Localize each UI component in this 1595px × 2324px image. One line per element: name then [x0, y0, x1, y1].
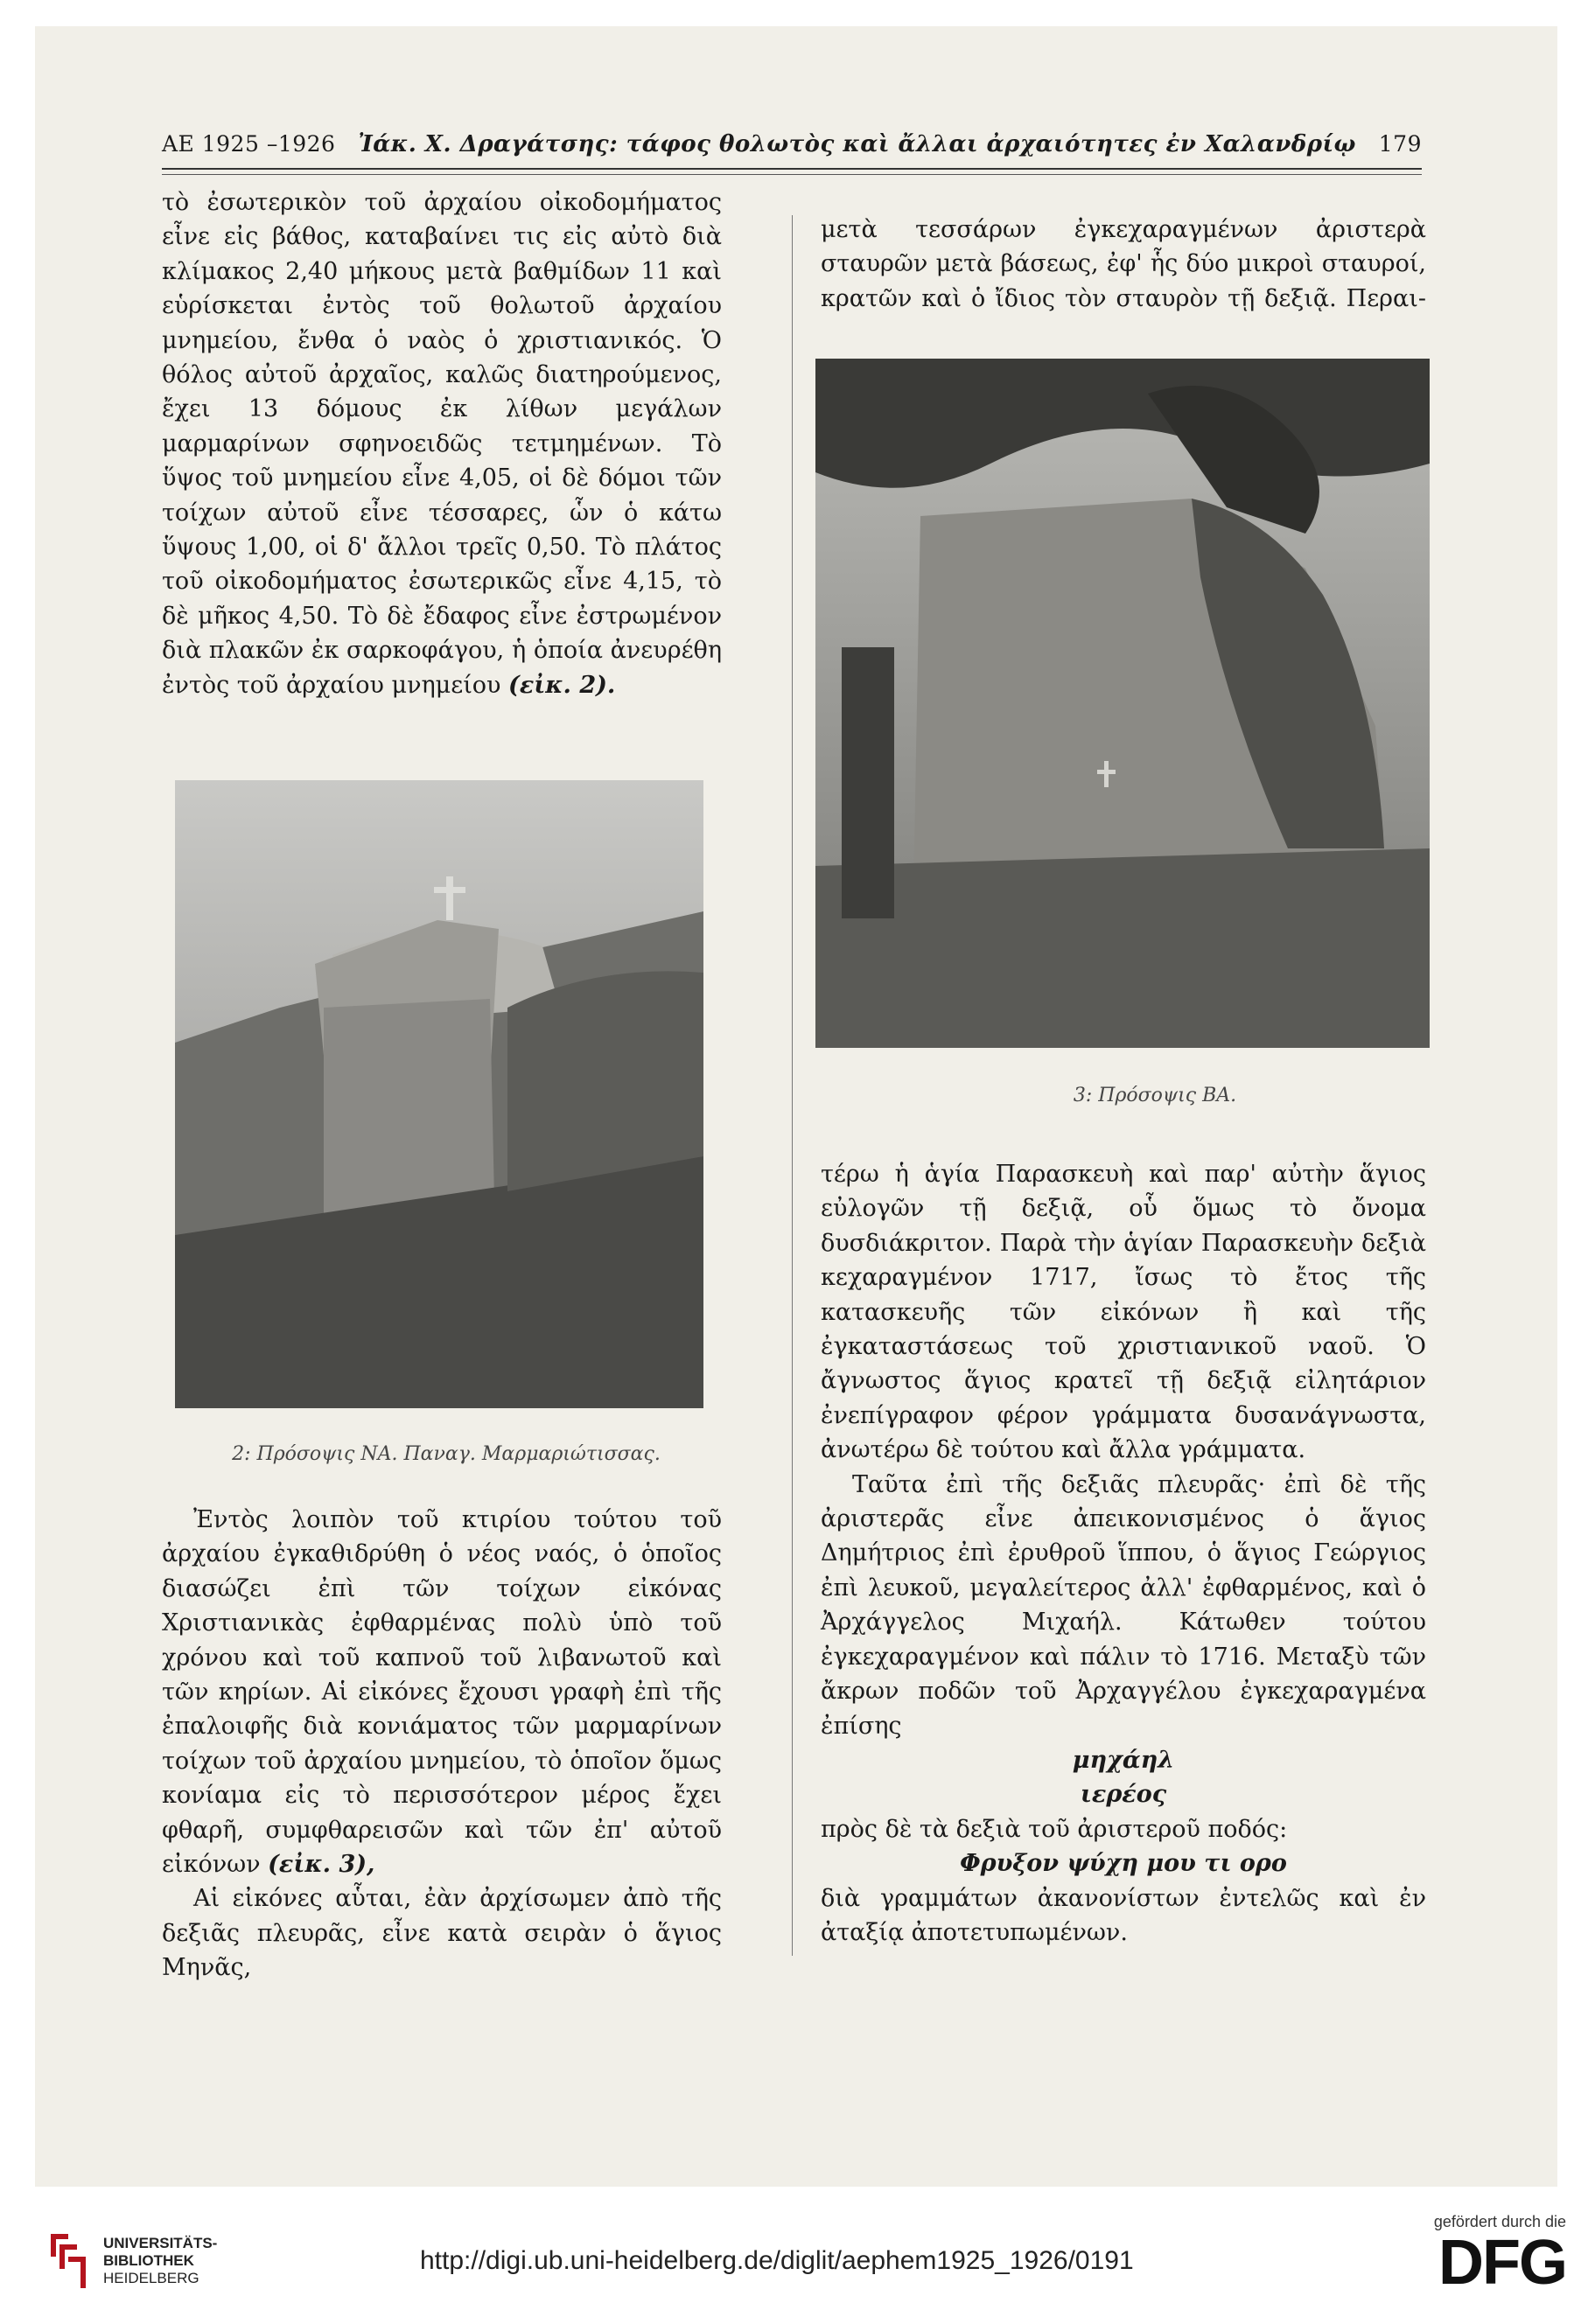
right-column-top	[821, 213, 1426, 316]
dfg-logo: DFG	[1438, 2228, 1566, 2298]
library-name-line1: UNIVERSITÄTS-	[103, 2235, 218, 2251]
right-column-bottom	[821, 1157, 1426, 1950]
paragraph: τὸ ἐσωτερικὸν τοῦ ἀρχαίου οἰκοδομήματος εἶνε εἰς βάθος, καταβαίνει τις εἰς αὐτὸ διὰ κλίμακος 2,40 μήκους μετὰ βαθμίδων 11 καὶ εὑρίσκεται ἐντὸς τοῦ θολωτοῦ ἀρχαίου μνημείου, ἔνθα ὁ ναὸς ὁ χριστιανικός. Ὁ θόλος αὐτοῦ ἀρχαῖος, καλῶς διατηρούμενος, ἔχει 13 δόμους ἐκ λίθων μεγάλων μαρμαρίνων σφηνοειδῶς τετμημένων. Τὸ ὕψος τοῦ μνημείου εἶνε 4,05, οἱ δὲ δόμοι τῶν τοίχων αὐτοῦ εἶνε τέσσαρες, ὧν ὁ κάτω ὕψους 1,00, οἱ δ' ἄλλοι τρεῖς 0,50. Τὸ πλάτος τοῦ οἰκοδομήματος ἐσωτερικῶς εἶνε 4,15, τὸ δὲ μῆκος 4,50. Τὸ δὲ ἔδαφος εἶνε ἐστρωμένον διὰ πλακῶν ἐκ σαρκοφάγου, ἡ ὁποία ἀνευρέθη ἐντὸς τοῦ ἀρχαίου μνημείου (εἰκ. 2).	[162, 189, 722, 699]
funded-by-label: gefördert durch die	[1433, 2213, 1566, 2230]
figure-reference: (εἰκ. 2).	[508, 671, 616, 699]
left-column-top	[162, 185, 722, 702]
article-title: Ἰάκ. Χ. Δραγάτσης: τάφος θολωτὸς καὶ ἄλλαι ἀρχαιότητες ἐν Χαλανδρίῳ	[358, 131, 1356, 157]
inscription: Φρυξον ψύχη μου τι ορο	[960, 1850, 1287, 1878]
inscription: ιερέος	[1080, 1781, 1167, 1809]
page-number: 179	[1378, 131, 1422, 157]
figure-3-photo	[815, 359, 1430, 1048]
figure-2-caption: 2: Πρόσοψις ΝΑ. Παναγ. Μαρμαριώτισσας.	[232, 1443, 661, 1465]
paragraph: τέρω ἡ ἁγία Παρασκευὴ καὶ παρ' αὐτὴν ἅγιος εὐλογῶν τῇ δεξιᾷ, οὗ ὅμως τὸ ὄνομα δυσδιάκριτον. Παρὰ τὴν ἁγίαν Παρασκευὴν δεξιὰ κεχαραγμένον 1717, ἴσως τὸ ἔτος τῆς κατασκευῆς τῶν εἰκόνων ἢ καὶ τῆς ἐγκαταστάσεως τοῦ χριστιανικοῦ ναοῦ. Ὁ ἄγνωστος ἅγιος κρατεῖ τῇ δεξιᾷ εἰλητάριον ἐνεπίγραφον φέρον γράμματα δυσανάγνωστα, ἀνωτέρω δὲ τούτου καὶ ἄλλα γράμματα.	[821, 1161, 1426, 1464]
inscription: μηχάηλ	[1072, 1746, 1175, 1774]
library-mark-icon	[45, 2230, 91, 2292]
header-rule	[162, 168, 1422, 170]
library-name-line3: HEIDELBERG	[103, 2270, 199, 2286]
paragraph: διὰ γραμμάτων ἀκανονίστων ἐντελῶς καὶ ἐν ἀταξίᾳ ἀποτετυπωμένων.	[821, 1884, 1426, 1946]
header-rule-thin	[162, 174, 1422, 175]
column-divider	[792, 215, 793, 1956]
journal-volume: ΑΕ 1925 –1926	[162, 131, 336, 157]
digitization-footer	[0, 2195, 1595, 2324]
paragraph: Ἐντὸς λοιπὸν τοῦ κτιρίου τούτου τοῦ ἀρχαίου ἐγκαθιδρύθη ὁ νέος ναός, ὁ ὁποῖος διασώζει ἐπὶ τῶν τοίχων εἰκόνας Χριστιανικὰς ἐφθαρμένας πολὺ ὑπὸ τοῦ χρόνου καὶ τοῦ καπνοῦ τοῦ λιβανωτοῦ καὶ τῶν κηρίων. Αἱ εἰκόνες ἔχουσι γραφὴ ἐπὶ τῆς ἐπαλοιφῆς διὰ κονιάματος τῶν μαρμαρίνων τοίχων τοῦ ἀρχαίου μνημείου, τὸ ὁποῖον ὅμως κονίαμα εἰς τὸ περισσότερον μέρος ἔχει φθαρῆ, συμφθαρεισῶν καὶ τῶν ἐπ' αὐτοῦ εἰκόνων (εἰκ. 3),	[162, 1506, 722, 1879]
paragraph: Αἱ εἰκόνες αὗται, ἐὰν ἀρχίσωμεν ἀπὸ τῆς δεξιᾶς πλευρᾶς, εἶνε κατὰ σειρὰν ὁ ἅγιος Μηνᾶς,	[162, 1885, 722, 1982]
running-head	[162, 131, 1422, 157]
paragraph: Ταῦτα ἐπὶ τῆς δεξιᾶς πλευρᾶς· ἐπὶ δὲ τῆς ἀριστερᾶς εἶνε ἀπεικονισμένος ὁ ἅγιος Δημήτριος ἐπὶ ἐρυθροῦ ἵππου, ὁ ἅγιος Γεώργιος ἐπὶ λευκοῦ, μεγαλείτερος ἀλλ' ἐφθαρμένος, καὶ ὁ Ἀρχάγγελος Μιχαήλ. Κάτωθεν τούτου ἐγκεχαραγμένον καὶ πάλιν τὸ 1716. Μεταξὺ τῶν ἄκρων ποδῶν τοῦ Ἀρχαγγέλου ἐγκεχαραγμένα ἐπίσης	[821, 1470, 1426, 1740]
library-name-line2: BIBLIOTHEK	[103, 2252, 194, 2269]
funder-logo	[1409, 2213, 1566, 2298]
figure-reference: (εἰκ. 3),	[268, 1851, 375, 1879]
figure-2-photo	[175, 780, 703, 1408]
library-logo	[45, 2230, 217, 2292]
figure-3-caption: 3: Πρόσοψις ΒΑ.	[1073, 1085, 1237, 1106]
left-column-bottom	[162, 1503, 722, 1986]
paragraph: μετὰ τεσσάρων ἐγκεχαραγμένων ἀριστερὰ σταυρῶν μετὰ βάσεως, ἐφ' ἧς δύο μικροὶ σταυροί, κρατῶν καὶ ὁ ἴδιος τὸν σταυρὸν τῇ δεξιᾷ. Περαι-	[821, 216, 1426, 312]
permalink-url[interactable]: http://digi.ub.uni-heidelberg.de/diglit/aephem1925_1926/0191	[420, 2246, 1134, 2275]
paragraph: πρὸς δὲ τὰ δεξιὰ τοῦ ἀριστεροῦ ποδός:	[821, 1815, 1288, 1843]
